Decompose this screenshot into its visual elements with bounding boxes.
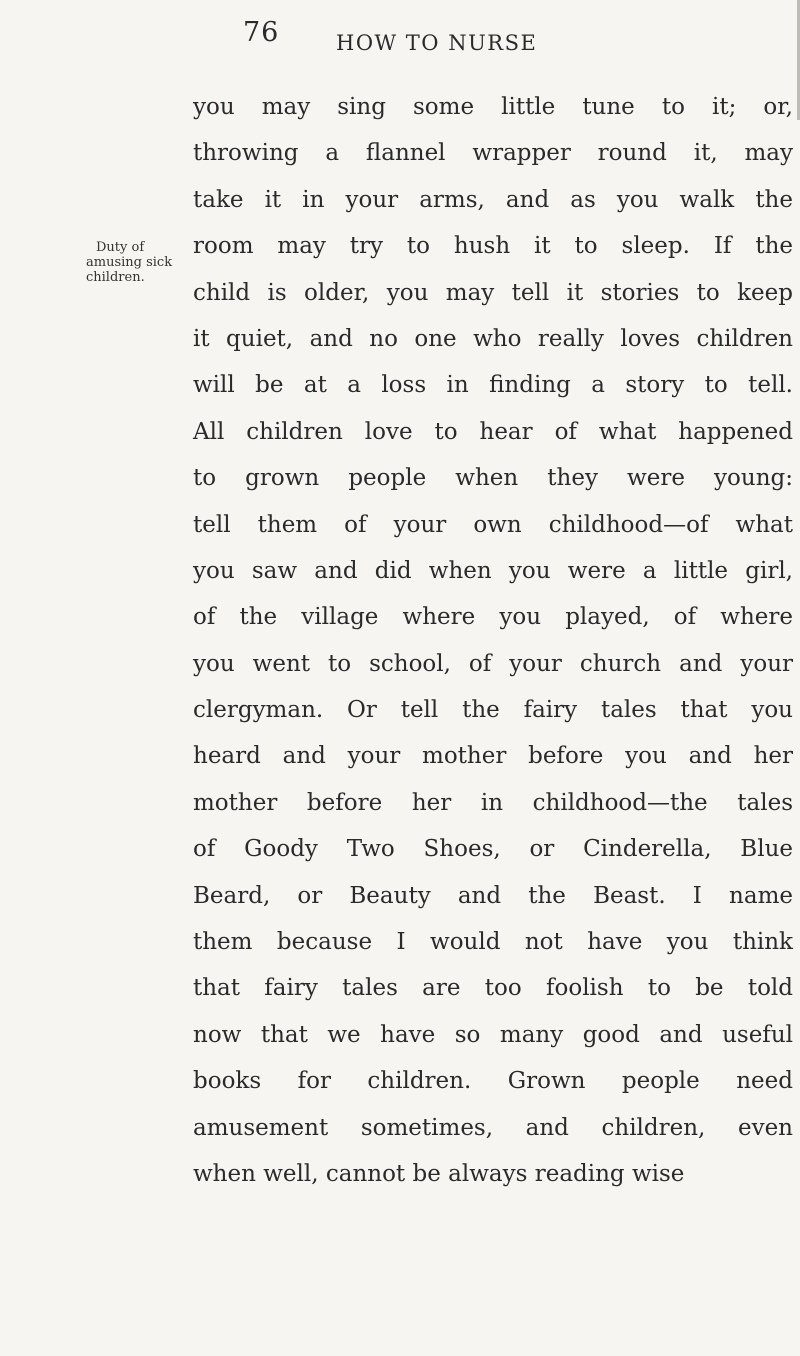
margin-note-line: children.: [86, 270, 145, 285]
text-line: when well, cannot be always reading wise: [193, 1160, 685, 1187]
text-line: will be at a loss in finding a story to tell.: [193, 372, 793, 399]
text-line: now that we have so many good and useful: [193, 1021, 793, 1048]
text-line: mother before her in childhood—the tales: [193, 789, 793, 816]
text-line: that fairy tales are too foolish to be told: [193, 975, 793, 1002]
text-line: take it in your arms, and as you walk the: [193, 186, 793, 213]
text-line: you saw and did when you were a little girl,: [193, 557, 793, 584]
text-line: of the village where you played, of where: [193, 604, 793, 631]
text-line: you may sing some little tune to it; or,: [193, 94, 793, 120]
margin-note-line: amusing sick: [86, 255, 173, 270]
text-line: of Goody Two Shoes, or Cinderella, Blue: [193, 836, 793, 863]
running-head: HOW TO NURSE: [336, 31, 538, 55]
page-number: 76: [243, 17, 280, 48]
text-line: throwing a flannel wrapper round it, may: [193, 140, 793, 167]
text-line: you went to school, of your church and your: [193, 650, 793, 677]
text-line: Beard, or Beauty and the Beast. I name: [193, 882, 793, 909]
text-line: them because I would not have you think: [193, 929, 793, 956]
text-line: to grown people when they were young:: [193, 465, 793, 492]
body-text: [193, 84, 793, 1197]
margin-note-line: Duty of: [96, 240, 145, 255]
text-line: amusement sometimes, and children, even: [193, 1114, 793, 1141]
text-line: clergyman. Or tell the fairy tales that you: [193, 697, 793, 724]
text-line: child is older, you may tell it stories to keep: [193, 279, 793, 306]
text-line: tell them of your own childhood—of what: [193, 511, 793, 538]
margin-note: [86, 240, 190, 285]
text-line: heard and your mother before you and her: [193, 743, 793, 770]
text-line: room may try to hush it to sleep. If the: [193, 233, 793, 260]
text-line: All children love to hear of what happened: [193, 418, 793, 445]
text-line: books for children. Grown people need: [193, 1068, 793, 1095]
text-line: it quiet, and no one who really loves children: [193, 325, 793, 352]
